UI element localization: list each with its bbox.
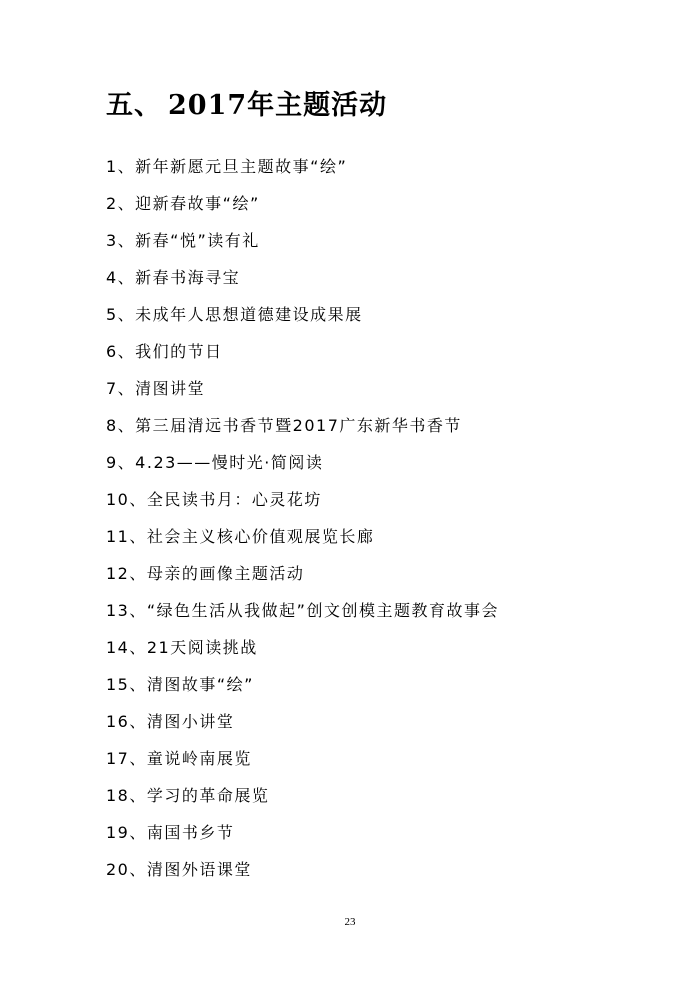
list-item: 17、童说岭南展览 — [106, 749, 252, 768]
section-number: 五、 — [106, 90, 162, 121]
list-item: 1、新年新愿元旦主题故事“绘” — [106, 157, 348, 176]
activity-list — [106, 154, 499, 894]
list-item: 16、清图小讲堂 — [106, 712, 235, 731]
section-heading — [106, 86, 387, 126]
page-number: 23 — [344, 916, 356, 928]
list-item: 5、未成年人思想道德建设成果展 — [106, 305, 363, 324]
list-item: 15、清图故事“绘” — [106, 675, 254, 694]
list-item: 18、学习的革命展览 — [106, 786, 270, 805]
list-item: 10、全民读书月：心灵花坊 — [106, 490, 322, 509]
list-item: 8、第三届清远书香节暨2017广东新华书香节 — [106, 416, 462, 435]
list-item: 3、新春“悦”读有礼 — [106, 231, 260, 250]
list-item: 9、4.23——慢时光·简阅读 — [106, 453, 324, 472]
list-item: 11、社会主义核心价值观展览长廊 — [106, 527, 375, 546]
list-item: 19、南国书乡节 — [106, 823, 235, 842]
list-item: 14、21天阅读挑战 — [106, 638, 258, 657]
list-item: 6、我们的节日 — [106, 342, 223, 361]
list-item: 7、清图讲堂 — [106, 379, 206, 398]
list-item: 20、清图外语课堂 — [106, 860, 252, 879]
list-item: 13、“绿色生活从我做起”创文创模主题教育故事会 — [106, 601, 499, 620]
list-item: 4、新春书海寻宝 — [106, 268, 241, 287]
list-item: 12、母亲的画像主题活动 — [106, 564, 305, 583]
list-item: 2、迎新春故事“绘” — [106, 194, 260, 213]
section-title: 2017年主题活动 — [168, 90, 388, 121]
